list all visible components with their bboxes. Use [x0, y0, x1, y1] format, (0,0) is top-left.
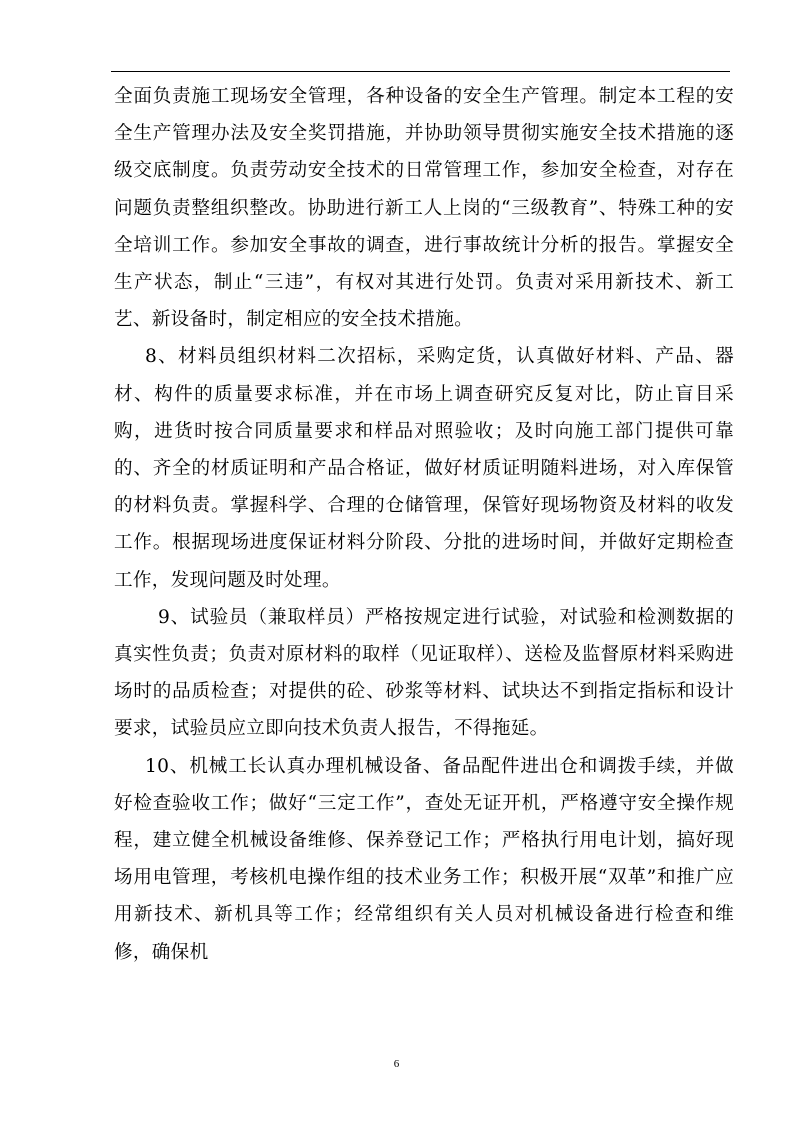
- header-rule: [111, 71, 730, 72]
- page-number: 6: [393, 1058, 400, 1070]
- document-body: [114, 78, 734, 971]
- paragraph-safety-officer: 全面负责施工现场安全管理，各种设备的安全生产管理。制定本工程的安全生产管理办法及安全奖罚措施，并协助领导贯彻实施安全技术措施的逐级交底制度。负责劳动安全技术的日常管理工作，参加安全检查，对存在问题负责整组织整改。协助进行新工人上岗的“三级教育”、特殊工种的安全培训工作。参加安全事故的调查，进行事故统计分析的报告。掌握安全生产状态，制止“三违”，有权对其进行处罚。负责对采用新技术、新工艺、新设备时，制定相应的安全技术措施。: [114, 86, 734, 331]
- paragraph-material-officer: 8、材料员组织材料二次招标，采购定货，认真做好材料、产品、器材、构件的质量要求标准，并在市场上调查研究反复对比，防止盲目采购，进货时按合同质量要求和样品对照验收；及时向施工部门提供可靠的、齐全的材质证明和产品合格证，做好材质证明随料进场，对入库保管的材料负责。掌握科学、合理的仓储管理，保管好现场物资及材料的收发工作。根据现场进度保证材料分阶段、分批的进场时间，并做好定期检查工作，发现问题及时处理。: [114, 346, 734, 591]
- paragraph-test-officer: 9、试验员（兼取样员）严格按规定进行试验，对试验和检测数据的真实性负责；负责对原材料的取样（见证取样）、送检及监督原材料采购进场时的品质检查；对提供的砼、砂浆等材料、试块达不到指定指标和设计要求，试验员应立即向技术负责人报告，不得拖延。: [114, 606, 734, 740]
- paragraph-machinery-foreman: 10、机械工长认真办理机械设备、备品配件进出仓和调拨手续，并做好检查验收工作；做好“三定工作”，查处无证开机，严格遵守安全操作规程，建立健全机械设备维修、保养登记工作；严格执行用电计划，搞好现场用电管理，考核机电操作组的技术业务工作；积极开展“双革”和推广应用新技术、新机具等工作；经常组织有关人员对机械设备进行检查和维修，确保机: [114, 755, 734, 963]
